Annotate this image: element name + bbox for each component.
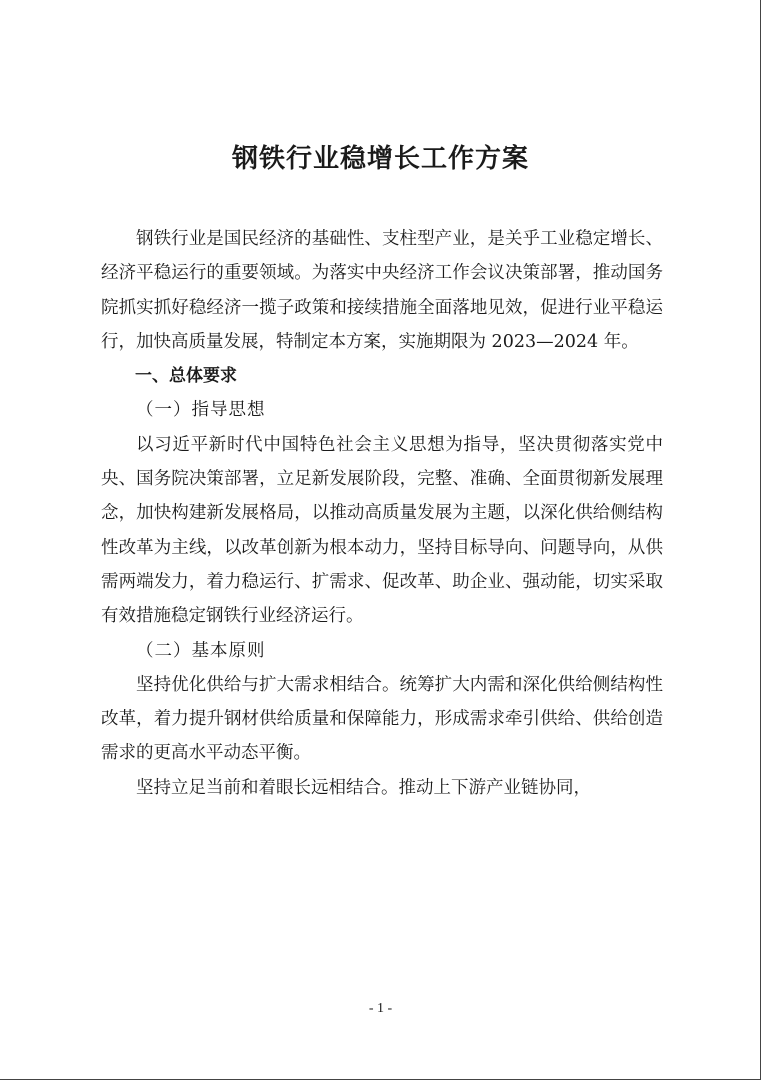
page-title: 钢铁行业稳增长工作方案 xyxy=(231,144,529,174)
principle-paragraph-1: 坚持优化供给与扩大需求相结合。统筹扩大内需和深化供给侧结构性改革，着力提升钢材供给质量和保障能力，形成需求牵引供给、供给创造需求的更高水平动态平衡。 xyxy=(101,674,663,764)
subsection-heading-basic-principles: （二）基本原则 xyxy=(136,640,266,661)
principle-paragraph-2: 坚持立足当前和着眼长远相结合。推动上下游产业链协同， xyxy=(136,777,591,798)
document-body xyxy=(101,222,663,805)
section-heading-general-requirements: 一、总体要求 xyxy=(135,366,237,387)
subsection-heading-guiding-thought: （一）指导思想 xyxy=(136,400,266,421)
page-number: - 1 - xyxy=(368,1001,393,1016)
intro-paragraph: 钢铁行业是国民经济的基础性、支柱型产业，是关乎工业稳定增长、经济平稳运行的重要领域。为落实中央经济工作会议决策部署，推动国务院抓实抓好稳经济一揽子政策和接续措施全面落地见效，促进行业平稳运行，加快高质量发展，特制定本方案，实施期限为 2023—2024 年。 xyxy=(101,229,663,352)
guiding-thought-paragraph: 以习近平新时代中国特色社会主义思想为指导，坚决贯彻落实党中央、国务院决策部署，立足新发展阶段，完整、准确、全面贯彻新发展理念，加快构建新发展格局，以推动高质量发展为主题，以深化供给侧结构性改革为主线，以改革创新为根本动力，坚持目标导向、问题导向，从供需两端发力，着力稳运行、扩需求、促改革、助企业、强动能，切实采取有效措施稳定钢铁行业经济运行。 xyxy=(101,434,663,627)
